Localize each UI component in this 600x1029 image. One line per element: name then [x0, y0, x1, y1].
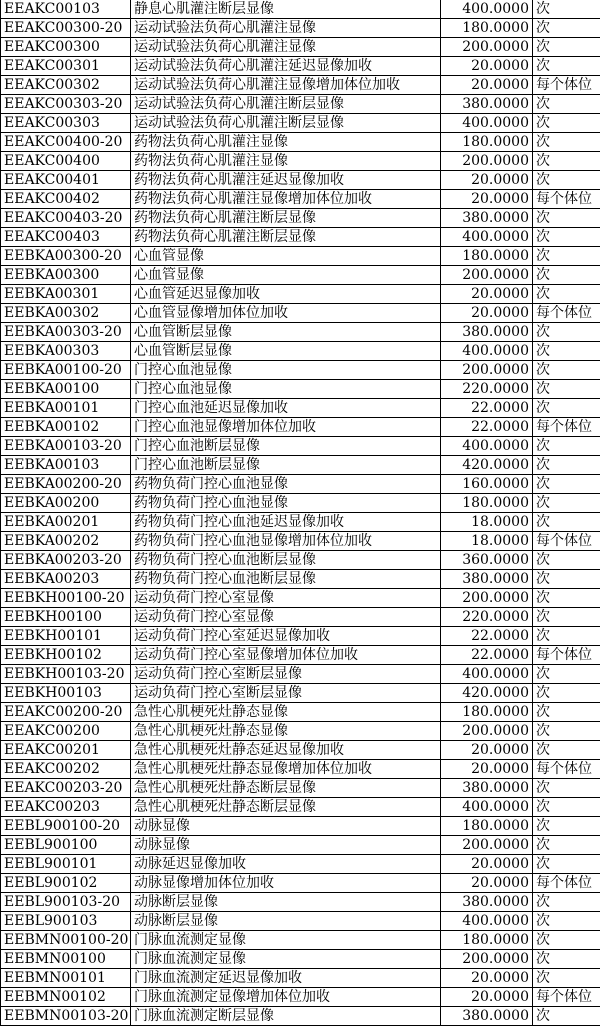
item-name-cell: 药物法负荷心肌灌注断层显像: [131, 209, 441, 228]
item-unit-cell: 次: [533, 912, 600, 931]
table-row: [1, 19, 600, 38]
table-row: [1, 912, 600, 931]
item-price-cell: 20.0000: [441, 988, 533, 1007]
table-row: [1, 304, 600, 323]
item-price-cell: 180.0000: [441, 703, 533, 722]
item-unit-cell: 次: [533, 323, 600, 342]
item-unit-cell: 次: [533, 836, 600, 855]
item-name-cell: 药物负荷门控心血池断层显像: [131, 551, 441, 570]
item-code-cell: EEAKC00300: [1, 38, 131, 57]
item-unit-cell: 每个体位: [533, 418, 600, 437]
item-name-cell: 药物负荷门控心血池显像增加体位加收: [131, 532, 441, 551]
item-name-cell: 门控心血池断层显像: [131, 437, 441, 456]
item-price-cell: 200.0000: [441, 361, 533, 380]
item-code-cell: EEBKH00103: [1, 684, 131, 703]
item-name-cell: 静息心肌灌注断层显像: [131, 0, 441, 19]
table-row: [1, 152, 600, 171]
item-unit-cell: 次: [533, 228, 600, 247]
item-price-cell: 22.0000: [441, 399, 533, 418]
item-code-cell: EEAKC00401: [1, 171, 131, 190]
item-price-cell: 380.0000: [441, 570, 533, 589]
item-code-cell: EEBKA00202: [1, 532, 131, 551]
item-price-cell: 220.0000: [441, 608, 533, 627]
table-row: [1, 950, 600, 969]
item-code-cell: EEBMN00103-20: [1, 1007, 131, 1026]
item-price-cell: 200.0000: [441, 38, 533, 57]
item-name-cell: 急性心肌梗死灶静态显像增加体位加收: [131, 760, 441, 779]
item-name-cell: 门脉血流测定显像增加体位加收: [131, 988, 441, 1007]
item-unit-cell: 次: [533, 703, 600, 722]
item-code-cell: EEAKC00202: [1, 760, 131, 779]
item-unit-cell: 次: [533, 95, 600, 114]
item-unit-cell: 次: [533, 893, 600, 912]
table-row: [1, 893, 600, 912]
item-price-cell: 380.0000: [441, 323, 533, 342]
item-unit-cell: 次: [533, 399, 600, 418]
item-code-cell: EEAKC00301: [1, 57, 131, 76]
item-code-cell: EEAKC00403-20: [1, 209, 131, 228]
item-code-cell: EEAKC00403: [1, 228, 131, 247]
item-code-cell: EEBL900101: [1, 855, 131, 874]
item-code-cell: EEBKA00100: [1, 380, 131, 399]
item-unit-cell: 次: [533, 342, 600, 361]
table-row: [1, 285, 600, 304]
table-row: [1, 817, 600, 836]
item-price-cell: 180.0000: [441, 133, 533, 152]
item-name-cell: 药物负荷门控心血池断层显像: [131, 570, 441, 589]
item-code-cell: EEBKA00200-20: [1, 475, 131, 494]
item-price-cell: 20.0000: [441, 741, 533, 760]
item-name-cell: 运动负荷门控心室断层显像: [131, 665, 441, 684]
item-code-cell: EEBKH00103-20: [1, 665, 131, 684]
item-code-cell: EEAKC00201: [1, 741, 131, 760]
table-row: [1, 247, 600, 266]
table-row: [1, 589, 600, 608]
item-price-cell: 380.0000: [441, 95, 533, 114]
item-unit-cell: 次: [533, 152, 600, 171]
table-row: [1, 456, 600, 475]
table-row: [1, 931, 600, 950]
item-price-cell: 360.0000: [441, 551, 533, 570]
table-row: [1, 114, 600, 133]
item-code-cell: EEBL900100-20: [1, 817, 131, 836]
item-name-cell: 急性心肌梗死灶静态断层显像: [131, 798, 441, 817]
table-row: [1, 38, 600, 57]
item-price-cell: 400.0000: [441, 912, 533, 931]
table-row: [1, 494, 600, 513]
item-price-cell: 20.0000: [441, 874, 533, 893]
item-name-cell: 运动负荷门控心室显像: [131, 589, 441, 608]
item-name-cell: 动脉显像增加体位加收: [131, 874, 441, 893]
item-name-cell: 动脉显像: [131, 817, 441, 836]
item-price-cell: 420.0000: [441, 456, 533, 475]
item-unit-cell: 每个体位: [533, 646, 600, 665]
item-name-cell: 动脉断层显像: [131, 893, 441, 912]
table-row: [1, 570, 600, 589]
table-row: [1, 209, 600, 228]
item-unit-cell: 次: [533, 798, 600, 817]
item-price-cell: 20.0000: [441, 171, 533, 190]
item-name-cell: 运动试验法负荷心肌灌注显像: [131, 38, 441, 57]
item-unit-cell: 次: [533, 285, 600, 304]
table-row: [1, 342, 600, 361]
item-code-cell: EEBKH00100: [1, 608, 131, 627]
item-name-cell: 运动负荷门控心室延迟显像加收: [131, 627, 441, 646]
item-unit-cell: 次: [533, 494, 600, 513]
item-name-cell: 心血管显像: [131, 247, 441, 266]
item-code-cell: EEBKA00303-20: [1, 323, 131, 342]
item-price-cell: 20.0000: [441, 190, 533, 209]
item-unit-cell: 次: [533, 209, 600, 228]
item-price-cell: 200.0000: [441, 266, 533, 285]
table-row: [1, 266, 600, 285]
item-code-cell: EEAKC00400-20: [1, 133, 131, 152]
item-unit-cell: 次: [533, 570, 600, 589]
item-name-cell: 急性心肌梗死灶静态延迟显像加收: [131, 741, 441, 760]
item-unit-cell: 次: [533, 551, 600, 570]
table-row: [1, 57, 600, 76]
item-name-cell: 运动负荷门控心室显像: [131, 608, 441, 627]
item-code-cell: EEAKC00402: [1, 190, 131, 209]
item-name-cell: 门控心血池断层显像: [131, 456, 441, 475]
item-code-cell: EEAKC00400: [1, 152, 131, 171]
item-unit-cell: 次: [533, 627, 600, 646]
item-unit-cell: 每个体位: [533, 532, 600, 551]
item-unit-cell: 次: [533, 817, 600, 836]
item-code-cell: EEAKC00200: [1, 722, 131, 741]
item-price-cell: 20.0000: [441, 760, 533, 779]
item-price-cell: 22.0000: [441, 418, 533, 437]
item-unit-cell: 次: [533, 684, 600, 703]
item-price-cell: 18.0000: [441, 513, 533, 532]
item-price-cell: 20.0000: [441, 855, 533, 874]
item-code-cell: EEBKA00301: [1, 285, 131, 304]
item-unit-cell: 次: [533, 722, 600, 741]
item-code-cell: EEBKA00203-20: [1, 551, 131, 570]
item-price-cell: 380.0000: [441, 209, 533, 228]
item-name-cell: 运动试验法负荷心肌灌注断层显像: [131, 95, 441, 114]
item-name-cell: 心血管显像: [131, 266, 441, 285]
table-row: [1, 0, 600, 19]
item-price-cell: 20.0000: [441, 76, 533, 95]
item-price-cell: 380.0000: [441, 893, 533, 912]
item-code-cell: EEBKA00203: [1, 570, 131, 589]
item-code-cell: EEBKA00300: [1, 266, 131, 285]
item-code-cell: EEAKC00200-20: [1, 703, 131, 722]
item-unit-cell: 次: [533, 1007, 600, 1026]
table-row: [1, 608, 600, 627]
item-name-cell: 药物负荷门控心血池显像: [131, 475, 441, 494]
item-price-cell: 400.0000: [441, 0, 533, 19]
item-name-cell: 运动试验法负荷心肌灌注显像增加体位加收: [131, 76, 441, 95]
table-row: [1, 228, 600, 247]
table-row: [1, 779, 600, 798]
item-unit-cell: 次: [533, 266, 600, 285]
item-code-cell: EEAKC00203: [1, 798, 131, 817]
item-name-cell: 药物法负荷心肌灌注显像: [131, 133, 441, 152]
table-row: [1, 988, 600, 1007]
item-name-cell: 药物负荷门控心血池延迟显像加收: [131, 513, 441, 532]
item-name-cell: 运动负荷门控心室显像增加体位加收: [131, 646, 441, 665]
table-row: [1, 171, 600, 190]
item-unit-cell: 次: [533, 437, 600, 456]
table-row: [1, 76, 600, 95]
item-price-cell: 420.0000: [441, 684, 533, 703]
table-row: [1, 874, 600, 893]
item-price-cell: 200.0000: [441, 836, 533, 855]
item-code-cell: EEBMN00102: [1, 988, 131, 1007]
item-unit-cell: 次: [533, 0, 600, 19]
item-name-cell: 门脉血流测定断层显像: [131, 1007, 441, 1026]
item-code-cell: EEAKC00203-20: [1, 779, 131, 798]
item-name-cell: 运动试验法负荷心肌灌注断层显像: [131, 114, 441, 133]
table-row: [1, 551, 600, 570]
item-name-cell: 急性心肌梗死灶静态显像: [131, 722, 441, 741]
table-row: [1, 646, 600, 665]
item-unit-cell: 每个体位: [533, 988, 600, 1007]
item-name-cell: 药物负荷门控心血池显像: [131, 494, 441, 513]
item-price-cell: 20.0000: [441, 57, 533, 76]
item-unit-cell: 次: [533, 950, 600, 969]
item-price-cell: 22.0000: [441, 646, 533, 665]
item-price-cell: 20.0000: [441, 969, 533, 988]
item-code-cell: EEBKA00100-20: [1, 361, 131, 380]
item-name-cell: 门控心血池显像增加体位加收: [131, 418, 441, 437]
item-code-cell: EEAKC00303-20: [1, 95, 131, 114]
item-unit-cell: 次: [533, 779, 600, 798]
item-code-cell: EEBMN00101: [1, 969, 131, 988]
item-price-cell: 200.0000: [441, 152, 533, 171]
item-price-cell: 400.0000: [441, 798, 533, 817]
item-code-cell: EEBKA00300-20: [1, 247, 131, 266]
item-code-cell: EEBL900100: [1, 836, 131, 855]
item-code-cell: EEBL900103: [1, 912, 131, 931]
table-row: [1, 323, 600, 342]
item-price-cell: 20.0000: [441, 285, 533, 304]
item-price-cell: 380.0000: [441, 1007, 533, 1026]
item-name-cell: 药物法负荷心肌灌注延迟显像加收: [131, 171, 441, 190]
table-row: [1, 475, 600, 494]
item-unit-cell: 次: [533, 38, 600, 57]
item-price-cell: 180.0000: [441, 247, 533, 266]
item-code-cell: EEBKA00101: [1, 399, 131, 418]
item-code-cell: EEBKA00303: [1, 342, 131, 361]
table-row: [1, 1007, 600, 1026]
item-unit-cell: 次: [533, 19, 600, 38]
item-name-cell: 心血管断层显像: [131, 342, 441, 361]
table-row: [1, 798, 600, 817]
table-row: [1, 836, 600, 855]
item-price-cell: 180.0000: [441, 817, 533, 836]
item-name-cell: 动脉延迟显像加收: [131, 855, 441, 874]
item-unit-cell: 次: [533, 608, 600, 627]
item-name-cell: 门控心血池显像: [131, 380, 441, 399]
item-unit-cell: 每个体位: [533, 874, 600, 893]
item-name-cell: 门脉血流测定显像: [131, 931, 441, 950]
item-name-cell: 门控心血池延迟显像加收: [131, 399, 441, 418]
table-row: [1, 627, 600, 646]
table-row: [1, 722, 600, 741]
item-unit-cell: 次: [533, 114, 600, 133]
table-body: [1, 0, 600, 1026]
item-name-cell: 运动试验法负荷心肌灌注显像: [131, 19, 441, 38]
table-row: [1, 437, 600, 456]
item-name-cell: 心血管显像增加体位加收: [131, 304, 441, 323]
item-code-cell: EEBMN00100: [1, 950, 131, 969]
item-unit-cell: 次: [533, 247, 600, 266]
item-name-cell: 运动试验法负荷心肌灌注延迟显像加收: [131, 57, 441, 76]
table-row: [1, 665, 600, 684]
item-name-cell: 急性心肌梗死灶静态断层显像: [131, 779, 441, 798]
item-unit-cell: 次: [533, 380, 600, 399]
table-row: [1, 513, 600, 532]
item-code-cell: EEAKC00103: [1, 0, 131, 19]
item-name-cell: 心血管断层显像: [131, 323, 441, 342]
item-name-cell: 心血管延迟显像加收: [131, 285, 441, 304]
item-code-cell: EEBKA00200: [1, 494, 131, 513]
item-unit-cell: 每个体位: [533, 190, 600, 209]
item-code-cell: EEAKC00300-20: [1, 19, 131, 38]
table-row: [1, 760, 600, 779]
item-unit-cell: 每个体位: [533, 304, 600, 323]
item-price-cell: 180.0000: [441, 19, 533, 38]
item-price-cell: 200.0000: [441, 589, 533, 608]
item-name-cell: 门脉血流测定显像: [131, 950, 441, 969]
item-unit-cell: 每个体位: [533, 760, 600, 779]
item-unit-cell: 次: [533, 361, 600, 380]
table-row: [1, 684, 600, 703]
table-row: [1, 190, 600, 209]
item-code-cell: EEAKC00303: [1, 114, 131, 133]
item-unit-cell: 次: [533, 741, 600, 760]
item-unit-cell: 次: [533, 456, 600, 475]
table-row: [1, 741, 600, 760]
table-row: [1, 399, 600, 418]
table-row: [1, 703, 600, 722]
item-code-cell: EEBL900102: [1, 874, 131, 893]
item-unit-cell: 次: [533, 513, 600, 532]
item-price-cell: 180.0000: [441, 494, 533, 513]
item-price-cell: 400.0000: [441, 228, 533, 247]
table-row: [1, 855, 600, 874]
item-price-cell: 200.0000: [441, 722, 533, 741]
item-code-cell: EEBKA00103: [1, 456, 131, 475]
item-code-cell: EEBMN00100-20: [1, 931, 131, 950]
item-code-cell: EEAKC00302: [1, 76, 131, 95]
item-code-cell: EEBKA00103-20: [1, 437, 131, 456]
item-unit-cell: 次: [533, 855, 600, 874]
item-price-cell: 400.0000: [441, 114, 533, 133]
table-row: [1, 969, 600, 988]
item-name-cell: 门脉血流测定延迟显像加收: [131, 969, 441, 988]
item-unit-cell: 次: [533, 931, 600, 950]
item-unit-cell: 每个体位: [533, 76, 600, 95]
item-code-cell: EEBKH00102: [1, 646, 131, 665]
item-price-cell: 18.0000: [441, 532, 533, 551]
table-row: [1, 418, 600, 437]
item-price-cell: 220.0000: [441, 380, 533, 399]
item-price-cell: 180.0000: [441, 931, 533, 950]
item-code-cell: EEBKA00102: [1, 418, 131, 437]
item-code-cell: EEBKA00302: [1, 304, 131, 323]
table-row: [1, 532, 600, 551]
item-code-cell: EEBKH00100-20: [1, 589, 131, 608]
item-price-cell: 200.0000: [441, 950, 533, 969]
item-price-cell: 400.0000: [441, 665, 533, 684]
item-unit-cell: 次: [533, 665, 600, 684]
item-name-cell: 动脉断层显像: [131, 912, 441, 931]
item-price-cell: 400.0000: [441, 437, 533, 456]
item-name-cell: 药物法负荷心肌灌注显像: [131, 152, 441, 171]
item-code-cell: EEBKA00201: [1, 513, 131, 532]
item-unit-cell: 次: [533, 969, 600, 988]
item-unit-cell: 次: [533, 57, 600, 76]
item-name-cell: 药物法负荷心肌灌注断层显像: [131, 228, 441, 247]
item-code-cell: EEBL900103-20: [1, 893, 131, 912]
table-row: [1, 95, 600, 114]
item-price-cell: 20.0000: [441, 304, 533, 323]
item-price-cell: 400.0000: [441, 342, 533, 361]
table-row: [1, 361, 600, 380]
item-unit-cell: 次: [533, 589, 600, 608]
table-row: [1, 133, 600, 152]
item-name-cell: 急性心肌梗死灶静态显像: [131, 703, 441, 722]
item-price-cell: 380.0000: [441, 779, 533, 798]
item-name-cell: 动脉显像: [131, 836, 441, 855]
item-price-cell: 22.0000: [441, 627, 533, 646]
item-name-cell: 运动负荷门控心室断层显像: [131, 684, 441, 703]
item-unit-cell: 次: [533, 171, 600, 190]
item-name-cell: 门控心血池显像: [131, 361, 441, 380]
item-price-cell: 160.0000: [441, 475, 533, 494]
item-name-cell: 药物法负荷心肌灌注显像增加体位加收: [131, 190, 441, 209]
item-code-cell: EEBKH00101: [1, 627, 131, 646]
item-unit-cell: 次: [533, 133, 600, 152]
item-unit-cell: 次: [533, 475, 600, 494]
table-row: [1, 380, 600, 399]
